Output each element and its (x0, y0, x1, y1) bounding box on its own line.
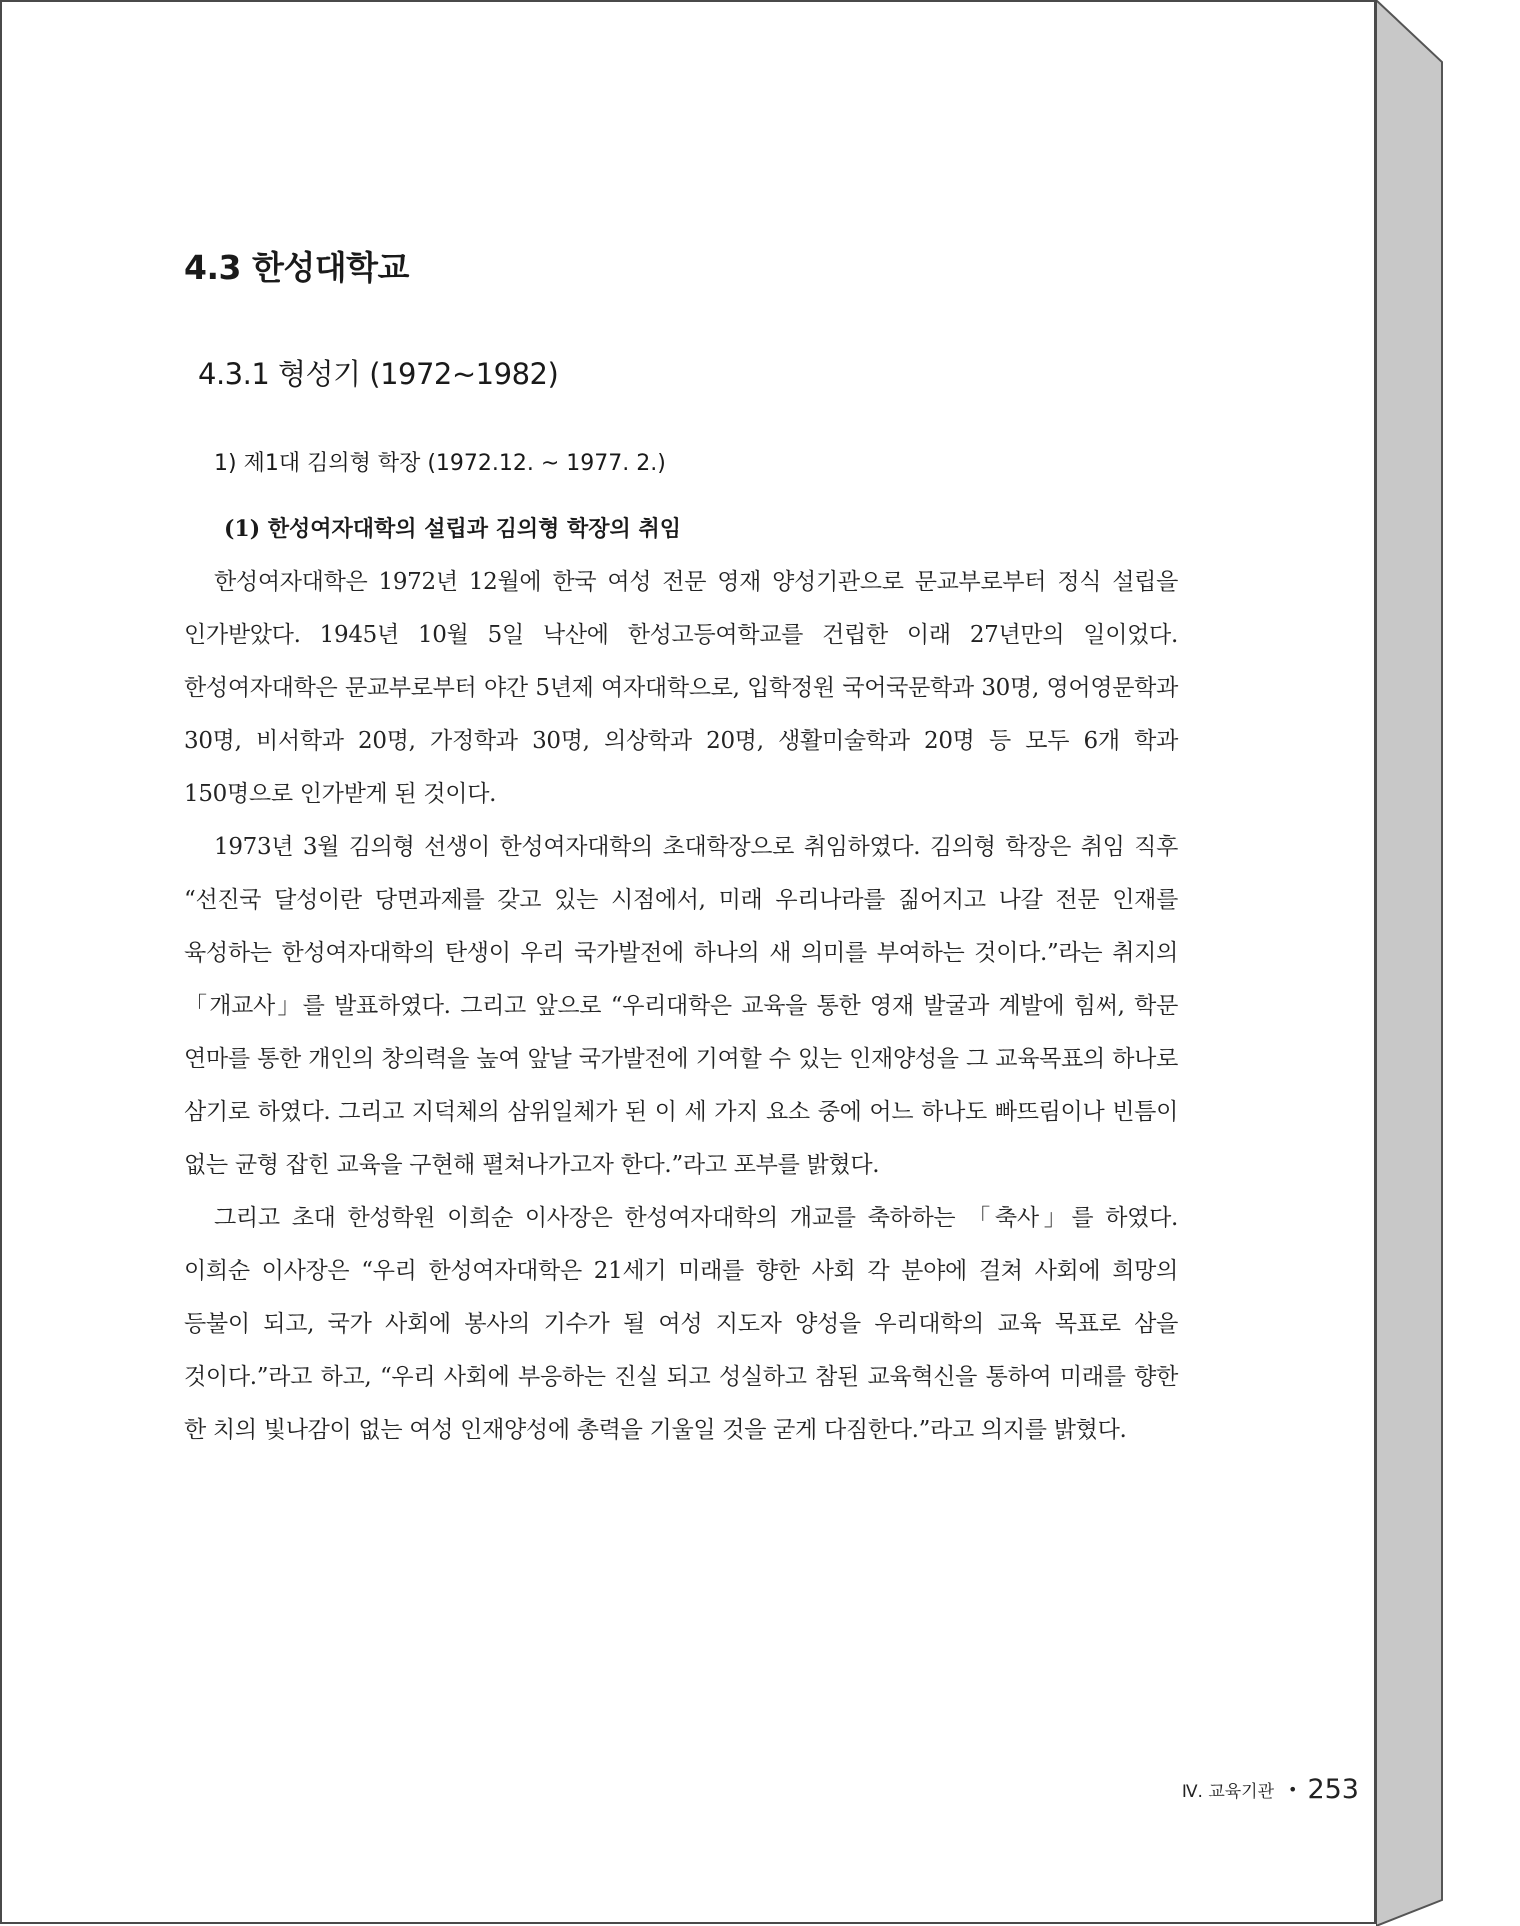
subsubsection-heading: 1) 제1대 김의형 학장 (1972.12. ~ 1977. 2.) (214, 451, 666, 476)
paragraph: 1973년 3월 김의형 선생이 한성여자대학의 초대학장으로 취임하였다. 김의형 학장은 취임 직후 “선진국 달성이란 당면과제를 갖고 있는 시점에서, 미래 우리나라를 짊어지고 나갈 전문 인재를 육성하는 한성여자대학의 탄생이 우리 국가발전에 하나의 새 의미를 부여하는 것이다.”라는 취지의 「개교사」를 발표하였다. 그리고 앞으로 “우리대학은 교육을 통한 영재 발굴과 계발에 힘써, 학문 연마를 통한 개인의 창의력을 높여 앞날 국가발전에 기여할 수 있는 인재양성을 그 교육목표의 하나로 삼기로 하였다. 그리고 지덕체의 삼위일체가 된 이 세 가지 요소 중에 어느 하나도 빠뜨림이나 빈틈이 없는 균형 잡힌 교육을 구현해 펼쳐나가고자 한다.”라고 포부를 밝혔다. (184, 834, 1178, 1178)
footer-bullet: • (1288, 1780, 1298, 1799)
item-heading: (1) 한성여자대학의 설립과 김의형 학장의 취임 (224, 516, 681, 542)
page-number: 253 (1307, 1774, 1359, 1805)
body-text (184, 556, 1178, 1457)
section-heading: 4.3 한성대학교 (184, 248, 409, 287)
subsection-heading: 4.3.1 형성기 (1972~1982) (198, 357, 559, 391)
footer-chapter: Ⅳ. 교육기관 (1181, 1782, 1275, 1802)
paragraph: 그리고 초대 한성학원 이희순 이사장은 한성여자대학의 개교를 축하하는 「축사」를 하였다. 이희순 이사장은 “우리 한성여자대학은 21세기 미래를 향한 사회 각 분야에 걸쳐 사회에 희망의 등불이 되고, 국가 사회에 봉사의 기수가 될 여성 지도자 양성을 우리대학의 교육 목표로 삼을 것이다.”라고 하고, “우리 사회에 부응하는 진실 되고 성실하고 참된 교육혁신을 통하여 미래를 향한 한 치의 빛나감이 없는 여성 인재양성에 총력을 기울일 것을 굳게 다짐한다.”라고 의지를 밝혔다. (184, 1205, 1178, 1443)
book-spine-edge (1376, 0, 1448, 1926)
page-footer (981, 1774, 1359, 1805)
paragraph: 한성여자대학은 1972년 12월에 한국 여성 전문 영재 양성기관으로 문교부로부터 정식 설립을 인가받았다. 1945년 10월 5일 낙산에 한성고등여학교를 건립한 이래 27년만의 일이었다. 한성여자대학은 문교부로부터 야간 5년제 여자대학으로, 입학정원 국어국문학과 30명, 영어영문학과 30명, 비서학과 20명, 가정학과 30명, 의상학과 20명, 생활미술학과 20명 등 모두 6개 학과 150명으로 인가받게 된 것이다. (184, 569, 1178, 807)
